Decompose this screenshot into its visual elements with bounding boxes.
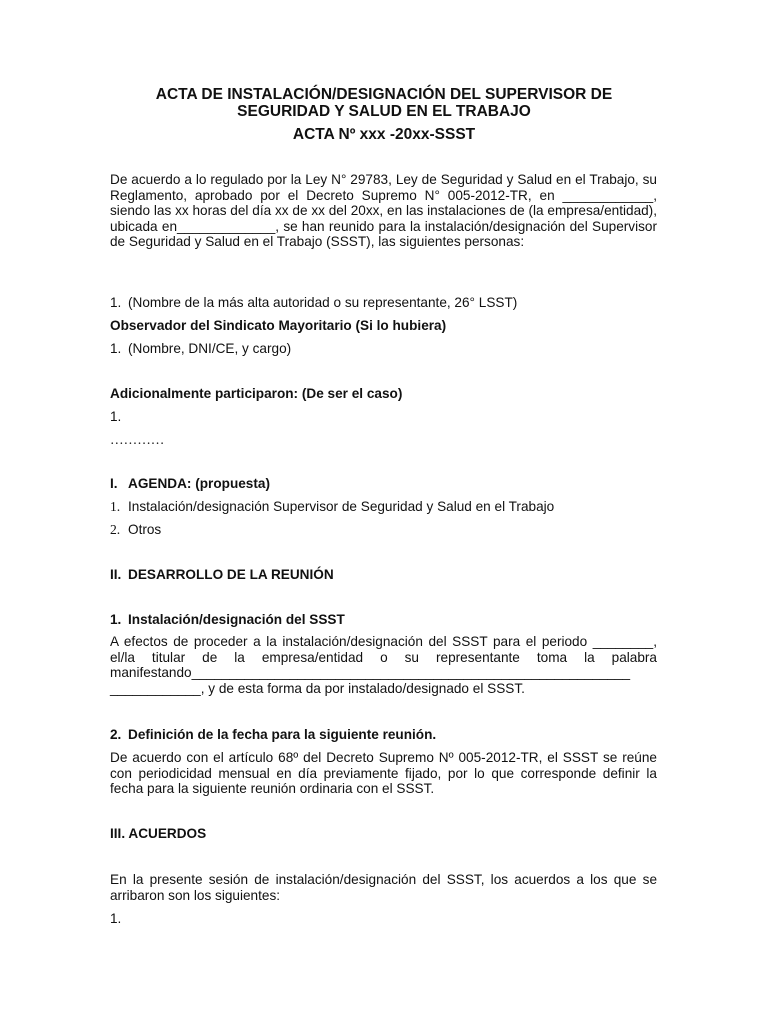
observer-item-text: (Nombre, DNI/CE, y cargo) bbox=[128, 341, 292, 356]
intro-paragraph: De acuerdo a lo regulado por la Ley N° 29783, Ley de Seguridad y Salud en el Trabajo, su Reglamento, aprobado por el Decreto Supremo N° 005-2012-TR, en ____________, siendo las xx horas del día xx de xx del 20xx, en las instalaciones de (la empresa/entidad), ubicada en_____________, se han reunido para la instalación/designación del Supervisor de Seguridad y Salud en el Trabajo (SSST), las siguientes personas: bbox=[110, 172, 657, 250]
additional-heading: Adicionalmente participaron: (De ser el caso) bbox=[110, 386, 403, 401]
list-number: 1. bbox=[110, 499, 121, 514]
list-number: 2. bbox=[110, 727, 122, 742]
additional-item-1: 1. bbox=[110, 409, 122, 424]
section-number: II. bbox=[110, 567, 122, 582]
agenda-heading bbox=[110, 476, 270, 491]
additional-ellipsis: ………… bbox=[110, 432, 165, 447]
document-title-line2: SEGURIDAD Y SALUD EN EL TRABAJO bbox=[237, 103, 531, 120]
participant-item-text: (Nombre de la más alta autoridad o su representante, 26° LSST) bbox=[128, 295, 518, 310]
section-title: AGENDA: (propuesta) bbox=[128, 476, 270, 491]
section-number: I. bbox=[110, 476, 118, 491]
agenda-item-2 bbox=[110, 522, 161, 538]
desarrollo-heading bbox=[110, 567, 334, 582]
list-number: 2. bbox=[110, 522, 121, 537]
subsection-title: Definición de la fecha para la siguiente reunión. bbox=[128, 727, 437, 742]
acuerdos-heading: III. ACUERDOS bbox=[110, 826, 207, 841]
acta-number: ACTA Nº xxx -20xx-SSST bbox=[292, 126, 476, 143]
subsection-1-paragraph: A efectos de proceder a la instalación/designación del SSST para el periodo ________, el/la titular de la empresa/entidad o su representante toma la palabra manifestando__________________________________________________________ ____________, y de esta forma da por instalado/designado el SSST. bbox=[110, 634, 657, 696]
list-number: 1. bbox=[110, 295, 122, 310]
document-title-line1: ACTA DE INSTALACIÓN/DESIGNACIÓN DEL SUPERVISOR DE bbox=[155, 86, 613, 103]
subsection-2-heading bbox=[110, 727, 436, 742]
observer-heading: Observador del Sindicato Mayoritario (Si lo hubiera) bbox=[110, 318, 447, 333]
acuerdos-paragraph: En la presente sesión de instalación/designación del SSST, los acuerdos a los que se arribaron son los siguientes: bbox=[110, 872, 657, 903]
subsection-1-heading bbox=[110, 612, 345, 627]
observer-item-1 bbox=[110, 341, 291, 356]
subsection-title: Instalación/designación del SSST bbox=[128, 612, 345, 627]
agenda-item-text: Instalación/designación Supervisor de Seguridad y Salud en el Trabajo bbox=[128, 499, 555, 514]
list-number: 1. bbox=[110, 612, 122, 627]
participant-item-1 bbox=[110, 295, 517, 310]
subsection-2-paragraph: De acuerdo con el artículo 68º del Decreto Supremo Nº 005-2012-TR, el SSST se reúne con periodicidad mensual en día previamente fijado, por lo que corresponde definir la fecha para la siguiente reunión ordinaria con el SSST. bbox=[110, 750, 657, 797]
section-title: DESARROLLO DE LA REUNIÓN bbox=[128, 567, 334, 582]
agenda-item-1 bbox=[110, 499, 554, 515]
acuerdos-item-1: 1. bbox=[110, 911, 122, 926]
agenda-item-text: Otros bbox=[128, 522, 162, 537]
list-number: 1. bbox=[110, 341, 122, 356]
